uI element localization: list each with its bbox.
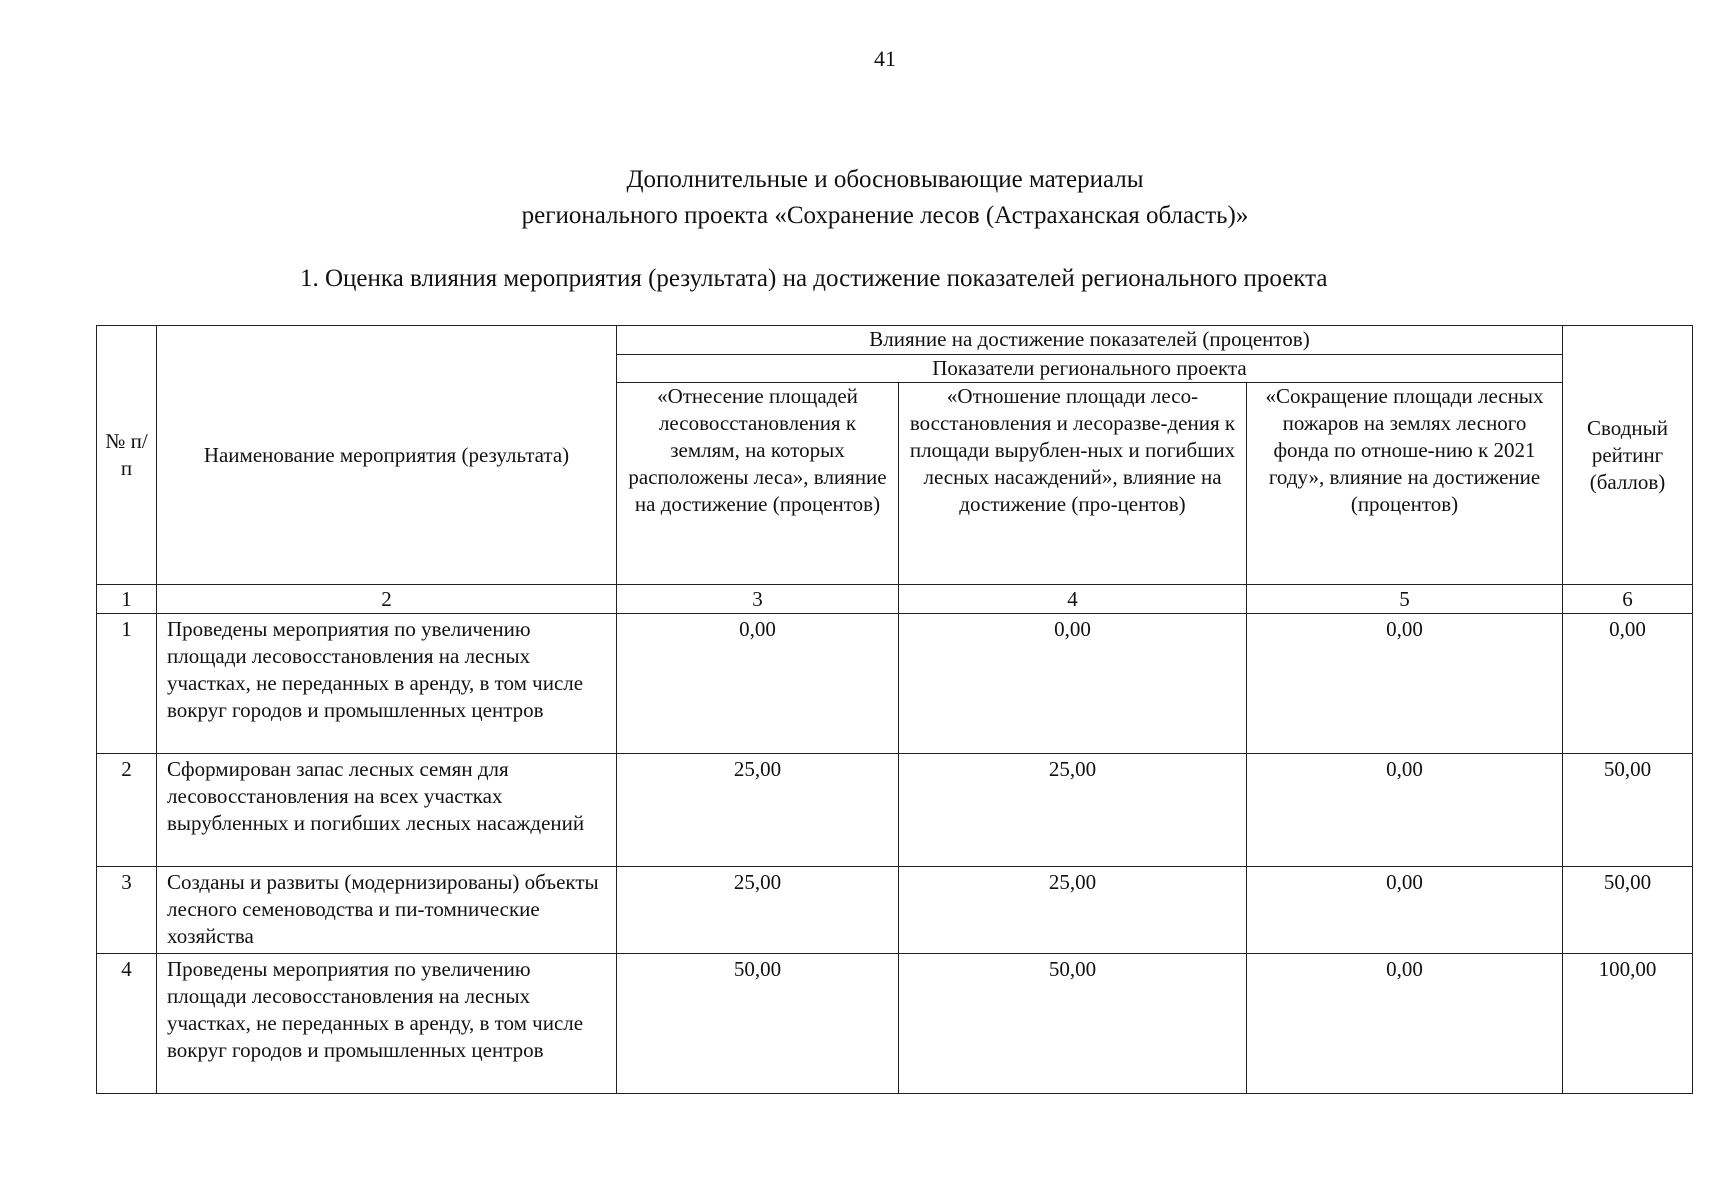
header-indicator-1: «Отнесение площадей лесовосстановления к землям, на которых расположены леса», влияние на достижение (процентов) [617, 383, 899, 585]
row-indicator-2-value: 0,00 [899, 614, 1247, 754]
row-rating-value: 100,00 [1563, 954, 1693, 1094]
row-indicator-2-value: 25,00 [899, 754, 1247, 867]
table-row [97, 867, 1693, 954]
document-title-line1: Дополнительные и обосновывающие материалы [626, 166, 1144, 193]
row-indicator-3-value: 0,00 [1247, 614, 1563, 754]
header-indicators: Показатели регионального проекта [617, 355, 1563, 383]
table-row [97, 954, 1693, 1094]
row-num: 3 [97, 867, 157, 954]
row-name: Созданы и развиты (модернизированы) объекты лесного семеноводства и пи-томнические хозяйства [157, 867, 617, 954]
header-name: Наименование мероприятия (результата) [157, 326, 617, 585]
table-row [97, 614, 1693, 754]
assessment-table [96, 325, 1693, 1094]
column-number-row [97, 585, 1693, 614]
header-indicator-2: «Отношение площади лесо-восстановления и лесоразве-дения к площади вырублен-ных и погибших лесных насаждений», влияние на достижение (про-центов) [899, 383, 1247, 585]
section-title: 1. Оценка влияния мероприятия (результата) на достижение показателей регионального проекта [300, 265, 1328, 292]
assessment-table-container [96, 325, 1692, 1094]
column-number: 1 [97, 585, 157, 614]
row-name: Сформирован запас лесных семян для лесовосстановления на всех участках вырубленных и погибших лесных насаждений [157, 754, 617, 867]
page-number: 41 [874, 46, 896, 71]
row-name: Проведены мероприятия по увеличению площади лесовосстановления на лесных участках, не переданных в аренду, в том числе вокруг городов и промышленных центров [157, 954, 617, 1094]
row-rating-value: 50,00 [1563, 867, 1693, 954]
column-number: 6 [1563, 585, 1693, 614]
column-number: 5 [1247, 585, 1563, 614]
row-indicator-1-value: 50,00 [617, 954, 899, 1094]
document-title-line2: регионального проекта «Сохранение лесов (Астраханская область)» [521, 202, 1249, 229]
header-rating: Сводный рейтинг (баллов) [1563, 326, 1693, 585]
row-name: Проведены мероприятия по увеличению площади лесовосстановления на лесных участках, не переданных в аренду, в том числе вокруг городов и промышленных центров [157, 614, 617, 754]
header-indicator-3: «Сокращение площади лесных пожаров на землях лесного фонда по отноше-нию к 2021 году», влияние на достижение (процентов) [1247, 383, 1563, 585]
row-num: 1 [97, 614, 157, 754]
row-indicator-1-value: 25,00 [617, 867, 899, 954]
column-number: 4 [899, 585, 1247, 614]
row-indicator-3-value: 0,00 [1247, 867, 1563, 954]
row-num: 2 [97, 754, 157, 867]
table-row [97, 754, 1693, 867]
row-indicator-2-value: 50,00 [899, 954, 1247, 1094]
row-indicator-3-value: 0,00 [1247, 754, 1563, 867]
column-number: 2 [157, 585, 617, 614]
row-num: 4 [97, 954, 157, 1094]
header-num: № п/п [97, 326, 157, 585]
column-number: 3 [617, 585, 899, 614]
row-indicator-1-value: 25,00 [617, 754, 899, 867]
document-title [0, 162, 1717, 234]
row-indicator-2-value: 25,00 [899, 867, 1247, 954]
row-rating-value: 50,00 [1563, 754, 1693, 867]
row-indicator-3-value: 0,00 [1247, 954, 1563, 1094]
row-rating-value: 0,00 [1563, 614, 1693, 754]
header-influence: Влияние на достижение показателей (процентов) [617, 326, 1563, 355]
row-indicator-1-value: 0,00 [617, 614, 899, 754]
